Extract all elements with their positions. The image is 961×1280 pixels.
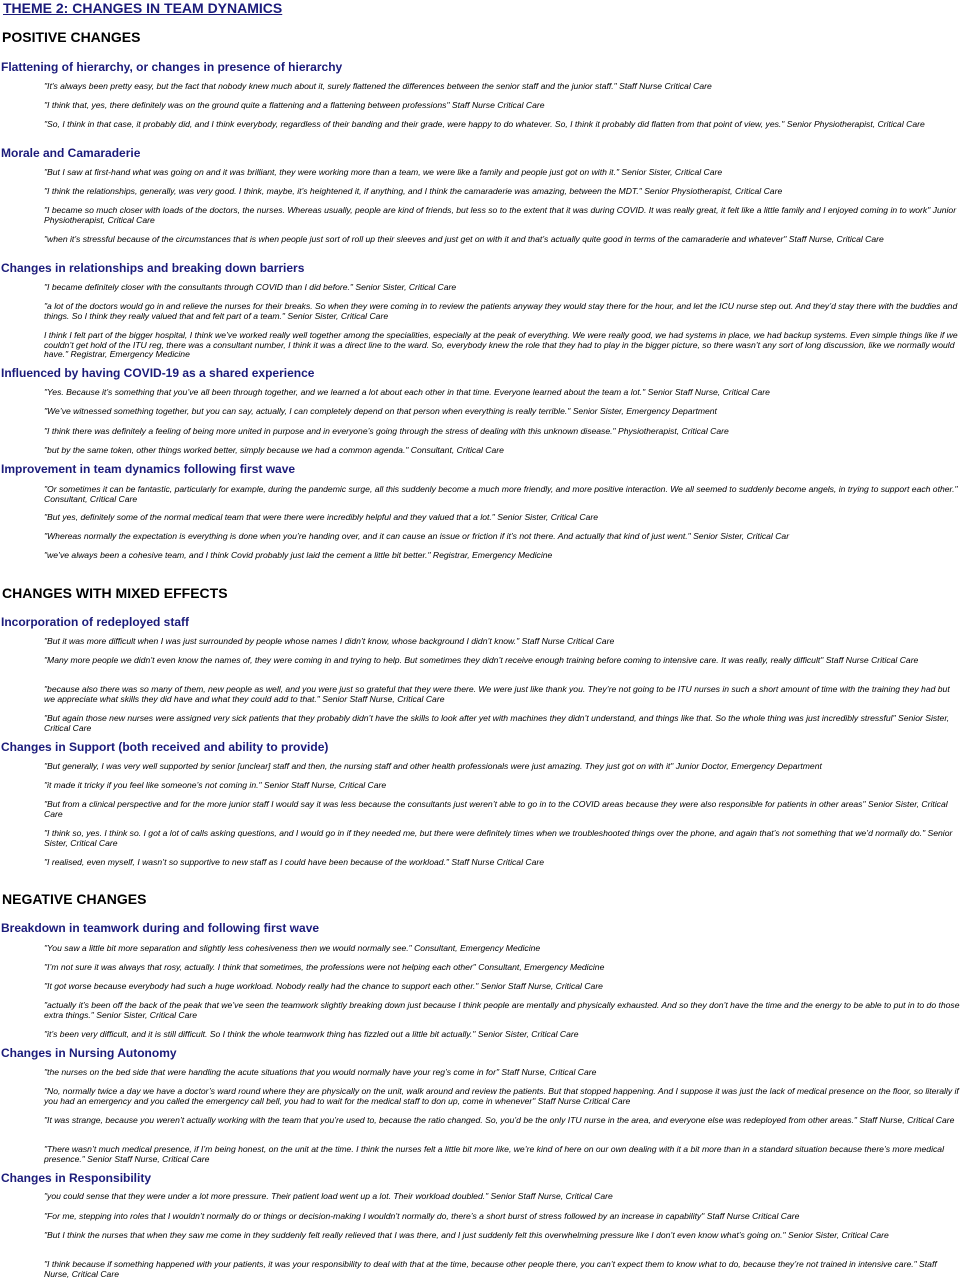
quote: "I think the relationships, generally, was very good. I think, maybe, it’s heightened it, if anything, and I think the camaraderie was amazing, between the MDT." Senior Physiotherapist, Critical Care [44, 186, 783, 196]
quote: "But I saw at first-hand what was going on and it was brilliant, they were working more than a team, we were like a family and people just got on with it." Senior Sister, Critical Care [44, 167, 723, 177]
subsection-heading: Changes in Responsibility [1, 1171, 152, 1185]
quote: I think I felt part of the bigger hospital, I think we’ve worked really well together among the specialities, especially at the peak of everything. We were really good, we had systems in place, we had backup systems. Even simple things like if we couldn’t get hold of the ITU reg, there was a consultant number, I think it was a direct line to the ward. So, everybody knew the role that they had to play in the bigger picture, so there wasn’t any sort of long discussion, like we normally would have." Registrar, Emergency Medicine [44, 330, 958, 359]
subsection-heading: Changes in Support (both received and ability to provide) [1, 740, 329, 754]
subsection-heading: Breakdown in teamwork during and following first wave [1, 921, 320, 935]
quote: "I think that, yes, there definitely was on the ground quite a flattening and a flattening between professions" Staff Nurse Critical Care [44, 100, 545, 110]
quote: "So, I think in that case, it probably did, and I think everybody, regardless of their banding and their grade, were happy to do whatever. So, I think it probably did flatten from that point of view, yes." Senior Physiotherapist, Critical Care [44, 119, 925, 129]
quote: "actually it’s been off the back of the peak that we’ve seen the teamwork slightly breaking down just because I think people are mentally and physically exhausted. And so they don’t have the time and the energy to be able to put in to do those extra things." Senior Sister, Critical Care [44, 1000, 960, 1020]
quote: "you could sense that they were under a lot more pressure. Their patient load went up a lot. Their workload doubled." Senior Staff Nurse, Critical Care [44, 1191, 613, 1201]
subsection-heading: Changes in relationships and breaking down barriers [1, 261, 305, 275]
quote: "I realised, even myself, I wasn’t so supportive to new staff as I could have been because of the workload." Staff Nurse Critical Care [44, 857, 545, 867]
quote: "it made it tricky if you feel like someone’s not coming in." Senior Staff Nurse, Critical Care [44, 780, 387, 790]
quote: "But generally, I was very well supported by senior [unclear] staff and then, the nursing staff and other health professionals were just amazing. They just got on with it" Junior Doctor, Emergency Department [44, 761, 822, 771]
quote: "But I think the nurses that when they saw me come in they suddenly felt really relieved that I was there, and I just suddenly felt this overwhelming pressure like I don’t even know what’s going on." Senior Sister, Critical Care [44, 1230, 889, 1240]
quote: "No, normally twice a day we have a doctor’s ward round where they are physically on the unit, walk around and review the patients. But that stopped happening. And I suppose it was just the lack of medical presence on the floor, so literally if you had an emergency and you called the emergency call bell, you had to wait for the medical staff to don up, come in whenever" Staff Nurse Critical Care [44, 1086, 959, 1106]
quote: "But again those new nurses were assigned very sick patients that they probably didn’t have the skills to look after yet with machines they didn’t understand, and things like that. So the whole thing was just incredibly stressful" Senior Sister, Critical Care [44, 713, 950, 733]
quote: "when it’s stressful because of the circumstances that is when people just sort of roll up their sleeves and just get on with it and that’s actually quite good in terms of the camaraderie and whatever" Staff Nurse, Critical Care [44, 234, 884, 244]
subsection-heading: Morale and Camaraderie [1, 146, 141, 160]
quote: "But yes, definitely some of the normal medical team that were there were incredibly helpful and they valued that a lot." Senior Sister, Critical Care [44, 512, 598, 522]
document-title: THEME 2: CHANGES IN TEAM DYNAMICS [3, 0, 283, 16]
quote: "but by the same token, other things worked better, simply because we had a common agenda." Consultant, Critical Care [44, 445, 504, 455]
quote: "I’m not sure it was always that rosy, actually. I think that sometimes, the professions were not helping each other" Consultant, Emergency Medicine [44, 962, 605, 972]
quote: "we’ve always been a cohesive team, and I think Covid probably just laid the cement a little bit better." Registrar, Emergency Medicine [44, 550, 553, 560]
quote: "I became definitely closer with the consultants through COVID than I did before." Senior Sister, Critical Care [44, 282, 457, 292]
subsection-heading: Incorporation of redeployed staff [1, 615, 190, 629]
quote: "Many more people we didn’t even know the names of, they were coming in and trying to help. But sometimes they didn’t receive enough training before coming to intensive care. It was really, really difficult" Staff Nurse Critical Care [44, 655, 919, 665]
quote: "Whereas normally the expectation is everything is done when you’re handing over, and it can cause an issue or friction if it’s not there. And actually that kind of just went." Senior Sister, Critical Car [44, 531, 790, 541]
subsection-heading: Influenced by having COVID-19 as a shared experience [1, 366, 315, 380]
quote: "Or sometimes it can be fantastic, particularly for example, during the pandemic surge, all this suddenly become a much more friendly, and more positive interaction. We all seemed to suddenly become angels, in trying to support each other." Consultant, Critical Care [44, 484, 958, 504]
quote: "It's always been pretty easy, but the fact that nobody knew much about it, surely flattened the differences between the senior staff and the junior staff." Staff Nurse Critical Care [44, 81, 712, 91]
quote: "a lot of the doctors would go in and relieve the nurses for their breaks. So when they were coming in to review the patients anyway they would stay there for the hour, and let the ICU nurse step out. And they’d stay there with the buddies and things. So I think they really valued that and felt part of a team." Senior Sister, Critical Care [44, 301, 958, 321]
quote: "the nurses on the bed side that were handling the acute situations that you would normally have your reg’s come in for" Staff Nurse, Critical Care [44, 1067, 597, 1077]
quote: "because also there was so many of them, new people as well, and you were just so grateful that they were there. We were just like thank you. They’re not going to be ITU nurses in such a short amount of time with the training they had but we appreciate what skills they did have and what they could add to that." Senior Staff Nurse, Critical Care [44, 684, 950, 704]
section-heading-mixed: CHANGES WITH MIXED EFFECTS [2, 585, 228, 601]
subsection-heading: Changes in Nursing Autonomy [1, 1046, 177, 1060]
quote: "I think there was definitely a feeling of being more united in purpose and in everyone’s going through the stress of dealing with this unknown disease." Physiotherapist, Critical Care [44, 426, 729, 436]
quote: "it’s been very difficult, and it is still difficult. So I think the whole teamwork thing has fizzled out a little bit actually." Senior Sister, Critical Care [44, 1029, 579, 1039]
quote: "I became so much closer with loads of the doctors, the nurses. Whereas usually, people are kind of friends, but less so to the extent that it was during COVID. It was really great, it felt like a little family and I enjoyed coming in to work" Junior Physiotherapist, Critical Care [44, 205, 957, 225]
quote: "You saw a little bit more separation and slightly less cohesiveness then we would normally see." Consultant, Emergency Medicine [44, 943, 541, 953]
quote: "It was strange, because you weren’t actually working with the team that you’re used to, because the ratio changed. So, you’d be the only ITU nurse in the area, and everyone else was redeployed from other areas." Staff Nurse, Critical Care [44, 1115, 955, 1125]
quote: "For me, stepping into roles that I wouldn’t normally do or things or decision-making I wouldn’t normally do, there’s a short burst of stress followed by an increase in capability" Staff Nurse Critical Care [44, 1211, 800, 1221]
subsection-heading: Flattening of hierarchy, or changes in presence of hierarchy [1, 60, 343, 74]
subsection-heading: Improvement in team dynamics following first wave [1, 462, 296, 476]
section-heading-negative: NEGATIVE CHANGES [2, 891, 147, 907]
quote: "It got worse because everybody had such a huge workload. Nobody really had the chance to support each other." Senior Staff Nurse, Critical Care [44, 981, 603, 991]
section-heading-positive: POSITIVE CHANGES [2, 29, 141, 45]
quote: "I think so, yes. I think so. I got a lot of calls asking questions, and I would go in if they needed me, but there were definitely times when we troubleshooted things over the phone, and again that’s not something that we’d normally do." Senior Sister, Critical Care [44, 828, 953, 848]
quote: "Yes. Because it’s something that you’ve all been through together, and we learned a lot about each other in that time. Everyone learned about the team a lot." Senior Staff Nurse, Critical Care [44, 387, 770, 397]
quote: "I think because if something happened with your patients, it was your responsibility to deal with that at the time, because other people there, you can’t expect them to know what to do, because they’re not trained in intensive care." Staff Nurse, Critical Care [44, 1259, 937, 1279]
quote: "We’ve witnessed something together, but you can say, actually, I can completely depend on that person when everything is really terrible." Senior Sister, Emergency Department [44, 406, 717, 416]
quote: "But it was more difficult when I was just surrounded by people whose names I didn’t know, whose background I didn’t know." Staff Nurse Critical Care [44, 636, 615, 646]
quote: "But from a clinical perspective and for the more junior staff I would say it was less because the consultants just weren’t able to go in to the COVID areas because they were also responsible for patients in other areas" Senior Sister, Critical Care [44, 799, 948, 819]
quote: "There wasn’t much medical presence, if I’m being honest, on the unit at the time. I think the nurses felt a little bit more like, we’re kind of here on our own dealing with it a bit more than in a standard situation because there’s more medical presence." Senior Staff Nurse, Critical Care [44, 1144, 944, 1164]
